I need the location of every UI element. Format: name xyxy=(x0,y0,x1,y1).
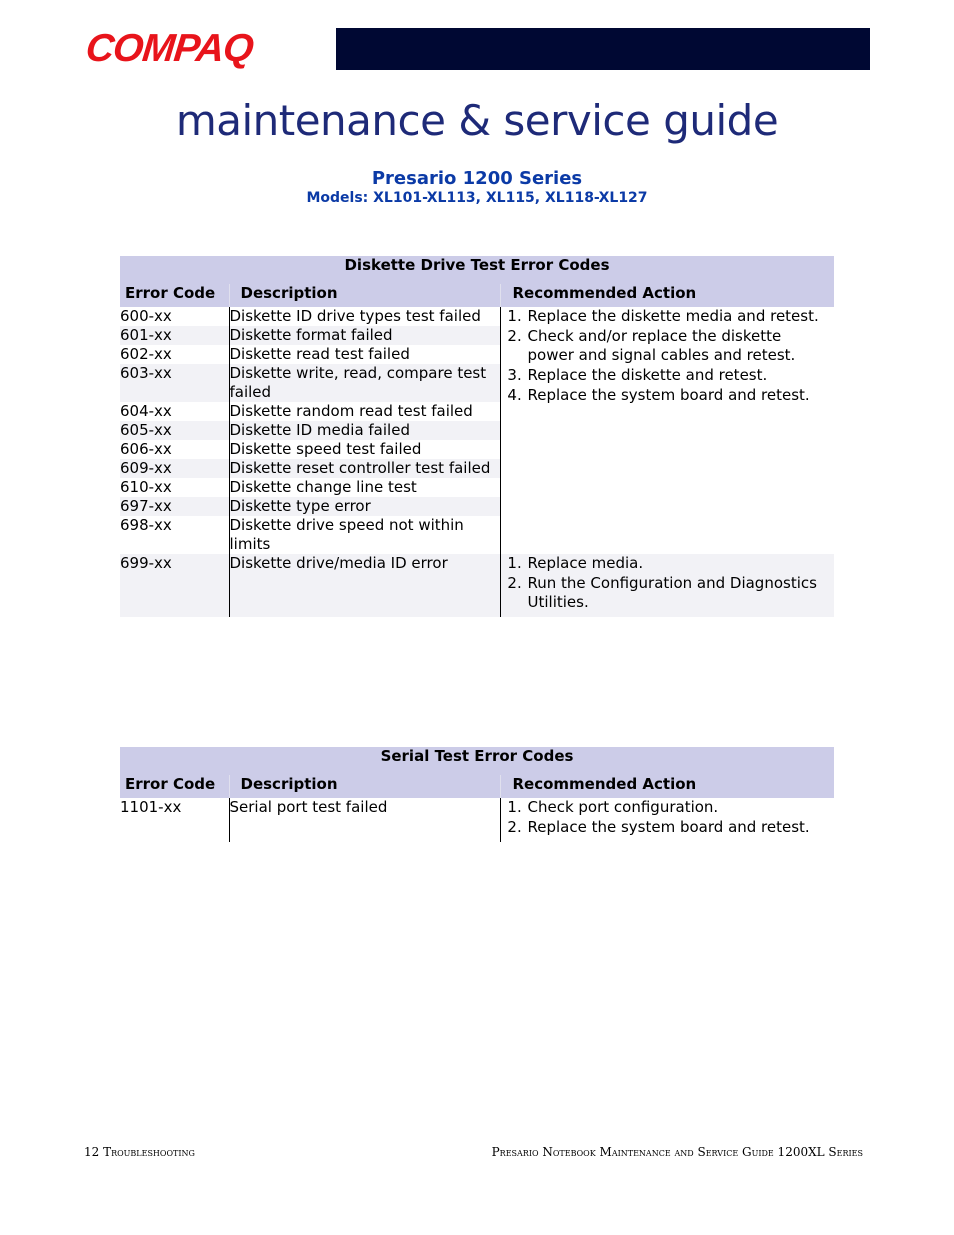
error-code: 604-xx xyxy=(120,402,172,420)
error-code: 610-xx xyxy=(120,478,172,496)
error-code: 1101-xx xyxy=(120,798,182,816)
table-row xyxy=(120,554,834,617)
error-description: Diskette write, read, compare test failed xyxy=(229,364,500,402)
error-description: Diskette ID media failed xyxy=(229,421,500,440)
recommended-action-cell xyxy=(500,798,834,842)
error-code: 609-xx xyxy=(120,459,229,478)
error-code: 602-xx xyxy=(120,345,172,363)
table-caption: Diskette Drive Test Error Codes xyxy=(120,256,834,284)
action-item: 2. Check and/or replace the diskette power and signal cables and retest. xyxy=(527,327,827,365)
error-code: 601-xx xyxy=(120,326,229,345)
footer-left: 12 Troubleshooting xyxy=(84,1145,195,1159)
action-list xyxy=(501,307,835,410)
compaq-logo: COMPAQ xyxy=(83,27,255,70)
error-code: 600-xx xyxy=(120,307,172,325)
table-row xyxy=(120,307,834,326)
diskette-error-table xyxy=(120,256,834,617)
series-title: Presario 1200 Series xyxy=(371,168,583,189)
column-header-error-code: Error Code xyxy=(120,284,229,307)
guide-title: maintenance & service guide xyxy=(175,96,779,145)
column-header-error-code: Error Code xyxy=(120,775,229,798)
action-item: 2. Run the Configuration and Diagnostics Utilities. xyxy=(527,574,827,612)
serial-error-table xyxy=(120,747,834,842)
column-header-recommended-action: Recommended Action xyxy=(500,284,834,307)
error-code: 606-xx xyxy=(120,440,172,458)
table-caption: Serial Test Error Codes xyxy=(120,747,834,775)
action-item: 2. Replace the system board and retest. xyxy=(527,818,827,837)
error-code: 603-xx xyxy=(120,364,229,402)
recommended-action-cell xyxy=(500,307,834,554)
action-item: 1. Replace media. xyxy=(527,554,827,573)
error-description: Diskette drive speed not within limits xyxy=(229,516,500,554)
error-description: Diskette random read test failed xyxy=(229,402,500,421)
action-item: 1. Replace the diskette media and retest. xyxy=(527,307,827,326)
error-description: Diskette speed test failed xyxy=(229,440,500,459)
action-item: 1. Check port configuration. xyxy=(527,798,827,817)
header-bar xyxy=(336,28,870,70)
action-list xyxy=(501,554,835,617)
action-item: 3. Replace the diskette and retest. xyxy=(527,366,827,385)
error-description: Serial port test failed xyxy=(229,798,500,842)
error-code: 697-xx xyxy=(120,497,229,516)
error-description: Diskette change line test xyxy=(229,478,500,497)
column-header-recommended-action: Recommended Action xyxy=(500,775,834,798)
footer-right: Presario Notebook Maintenance and Service Guide 1200XL Series xyxy=(491,1145,863,1159)
error-description: Diskette read test failed xyxy=(229,345,500,364)
error-description: Diskette ID drive types test failed xyxy=(229,307,500,326)
error-description: Diskette type error xyxy=(229,497,500,516)
column-header-description: Description xyxy=(229,775,500,798)
error-description: Diskette format failed xyxy=(229,326,500,345)
action-list xyxy=(501,798,835,842)
error-code: 605-xx xyxy=(120,421,229,440)
error-description: Diskette drive/media ID error xyxy=(229,554,500,617)
recommended-action-cell xyxy=(500,554,834,617)
table-row xyxy=(120,798,834,842)
error-code: 699-xx xyxy=(120,554,229,617)
column-header-description: Description xyxy=(229,284,500,307)
error-description: Diskette reset controller test failed xyxy=(229,459,500,478)
models-subtitle: Models: XL101-XL113, XL115, XL118-XL127 xyxy=(306,190,648,206)
action-item: 4. Replace the system board and retest. xyxy=(527,386,827,405)
error-code: 698-xx xyxy=(120,516,172,534)
